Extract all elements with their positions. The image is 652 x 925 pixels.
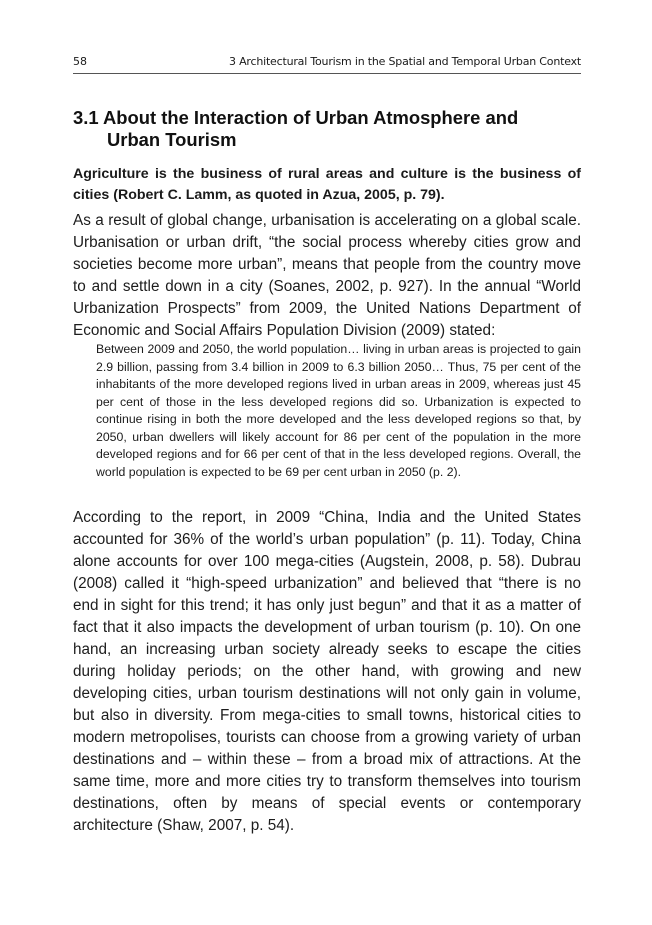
block-quote: Between 2009 and 2050, the world population… living in urban areas is projected to gain 2.9 billion, passing from 3.4 billion in 2009 to 6.3 billion 2050… Thus, 75 per cent of the inhabitants of the more developed regions lived in urban areas in 2009, whereas just 45 per cent of those in the less developed regions did so. Urbanization is expected to continue rising in both the more developed and the less developed regions so that, by 2050, urban dwellers will likely account for 86 per cent of the population in the more developed regions and for 66 per cent of that in the less developed regions. Overall, the world population is expected to be 69 per cent urban in 2050 (p. 2). bbox=[96, 342, 581, 479]
page-number: 58 bbox=[73, 55, 87, 68]
section-heading bbox=[73, 107, 593, 151]
running-title: 3 Architectural Tourism in the Spatial and Temporal Urban Context bbox=[228, 55, 581, 68]
section-title-line2: Urban Tourism bbox=[107, 129, 237, 150]
body-paragraph-1: As a result of global change, urbanisation is accelerating on a global scale. Urbanisation or urban drift, “the social process whereby cities grow and societies become more urban”, means that people from the country move to and settle down in a city (Soanes, 2002, p. 927). In the annual “World Urbanization Prospects” from 2009, the United Nations Department of Economic and Social Affairs Population Division (2009) stated: bbox=[73, 212, 581, 339]
body-paragraph-2: According to the report, in 2009 “China, India and the United States accounted for 36% of the world’s urban population” (p. 11). Today, China alone accounts for over 100 mega-cities (Augstein, 2008, p. 58). Dubrau (2008) called it “high-speed urbanization” and believed that “there is no end in sight for this trend; it has only just begun” and that it as a matter of fact that it also impacts the development of urban tourism (p. 10). On one hand, an increasing urban society already seeks to escape the cities during holiday periods; on the other hand, with growing and new developing cities, urban tourism destinations will not only gain in volume, but also in diversity. From mega-cities to small towns, historical cities to modern metropolises, tourists can choose from a growing variety of urban destinations and – within these – from a broad mix of attractions. At the same time, more and more cities try to transform themselves into tourism destinations, often by means of special events or contemporary architecture (Shaw, 2007, p. 54). bbox=[73, 509, 581, 834]
epigraph: Agriculture is the business of rural areas and culture is the business of cities (Robert C. Lamm, as quoted in Azua, 2005, p. 79). bbox=[73, 166, 581, 203]
running-header bbox=[73, 55, 581, 74]
section-number: 3.1 bbox=[73, 107, 99, 128]
section-title-line1: About the Interaction of Urban Atmosphere and bbox=[103, 107, 519, 128]
